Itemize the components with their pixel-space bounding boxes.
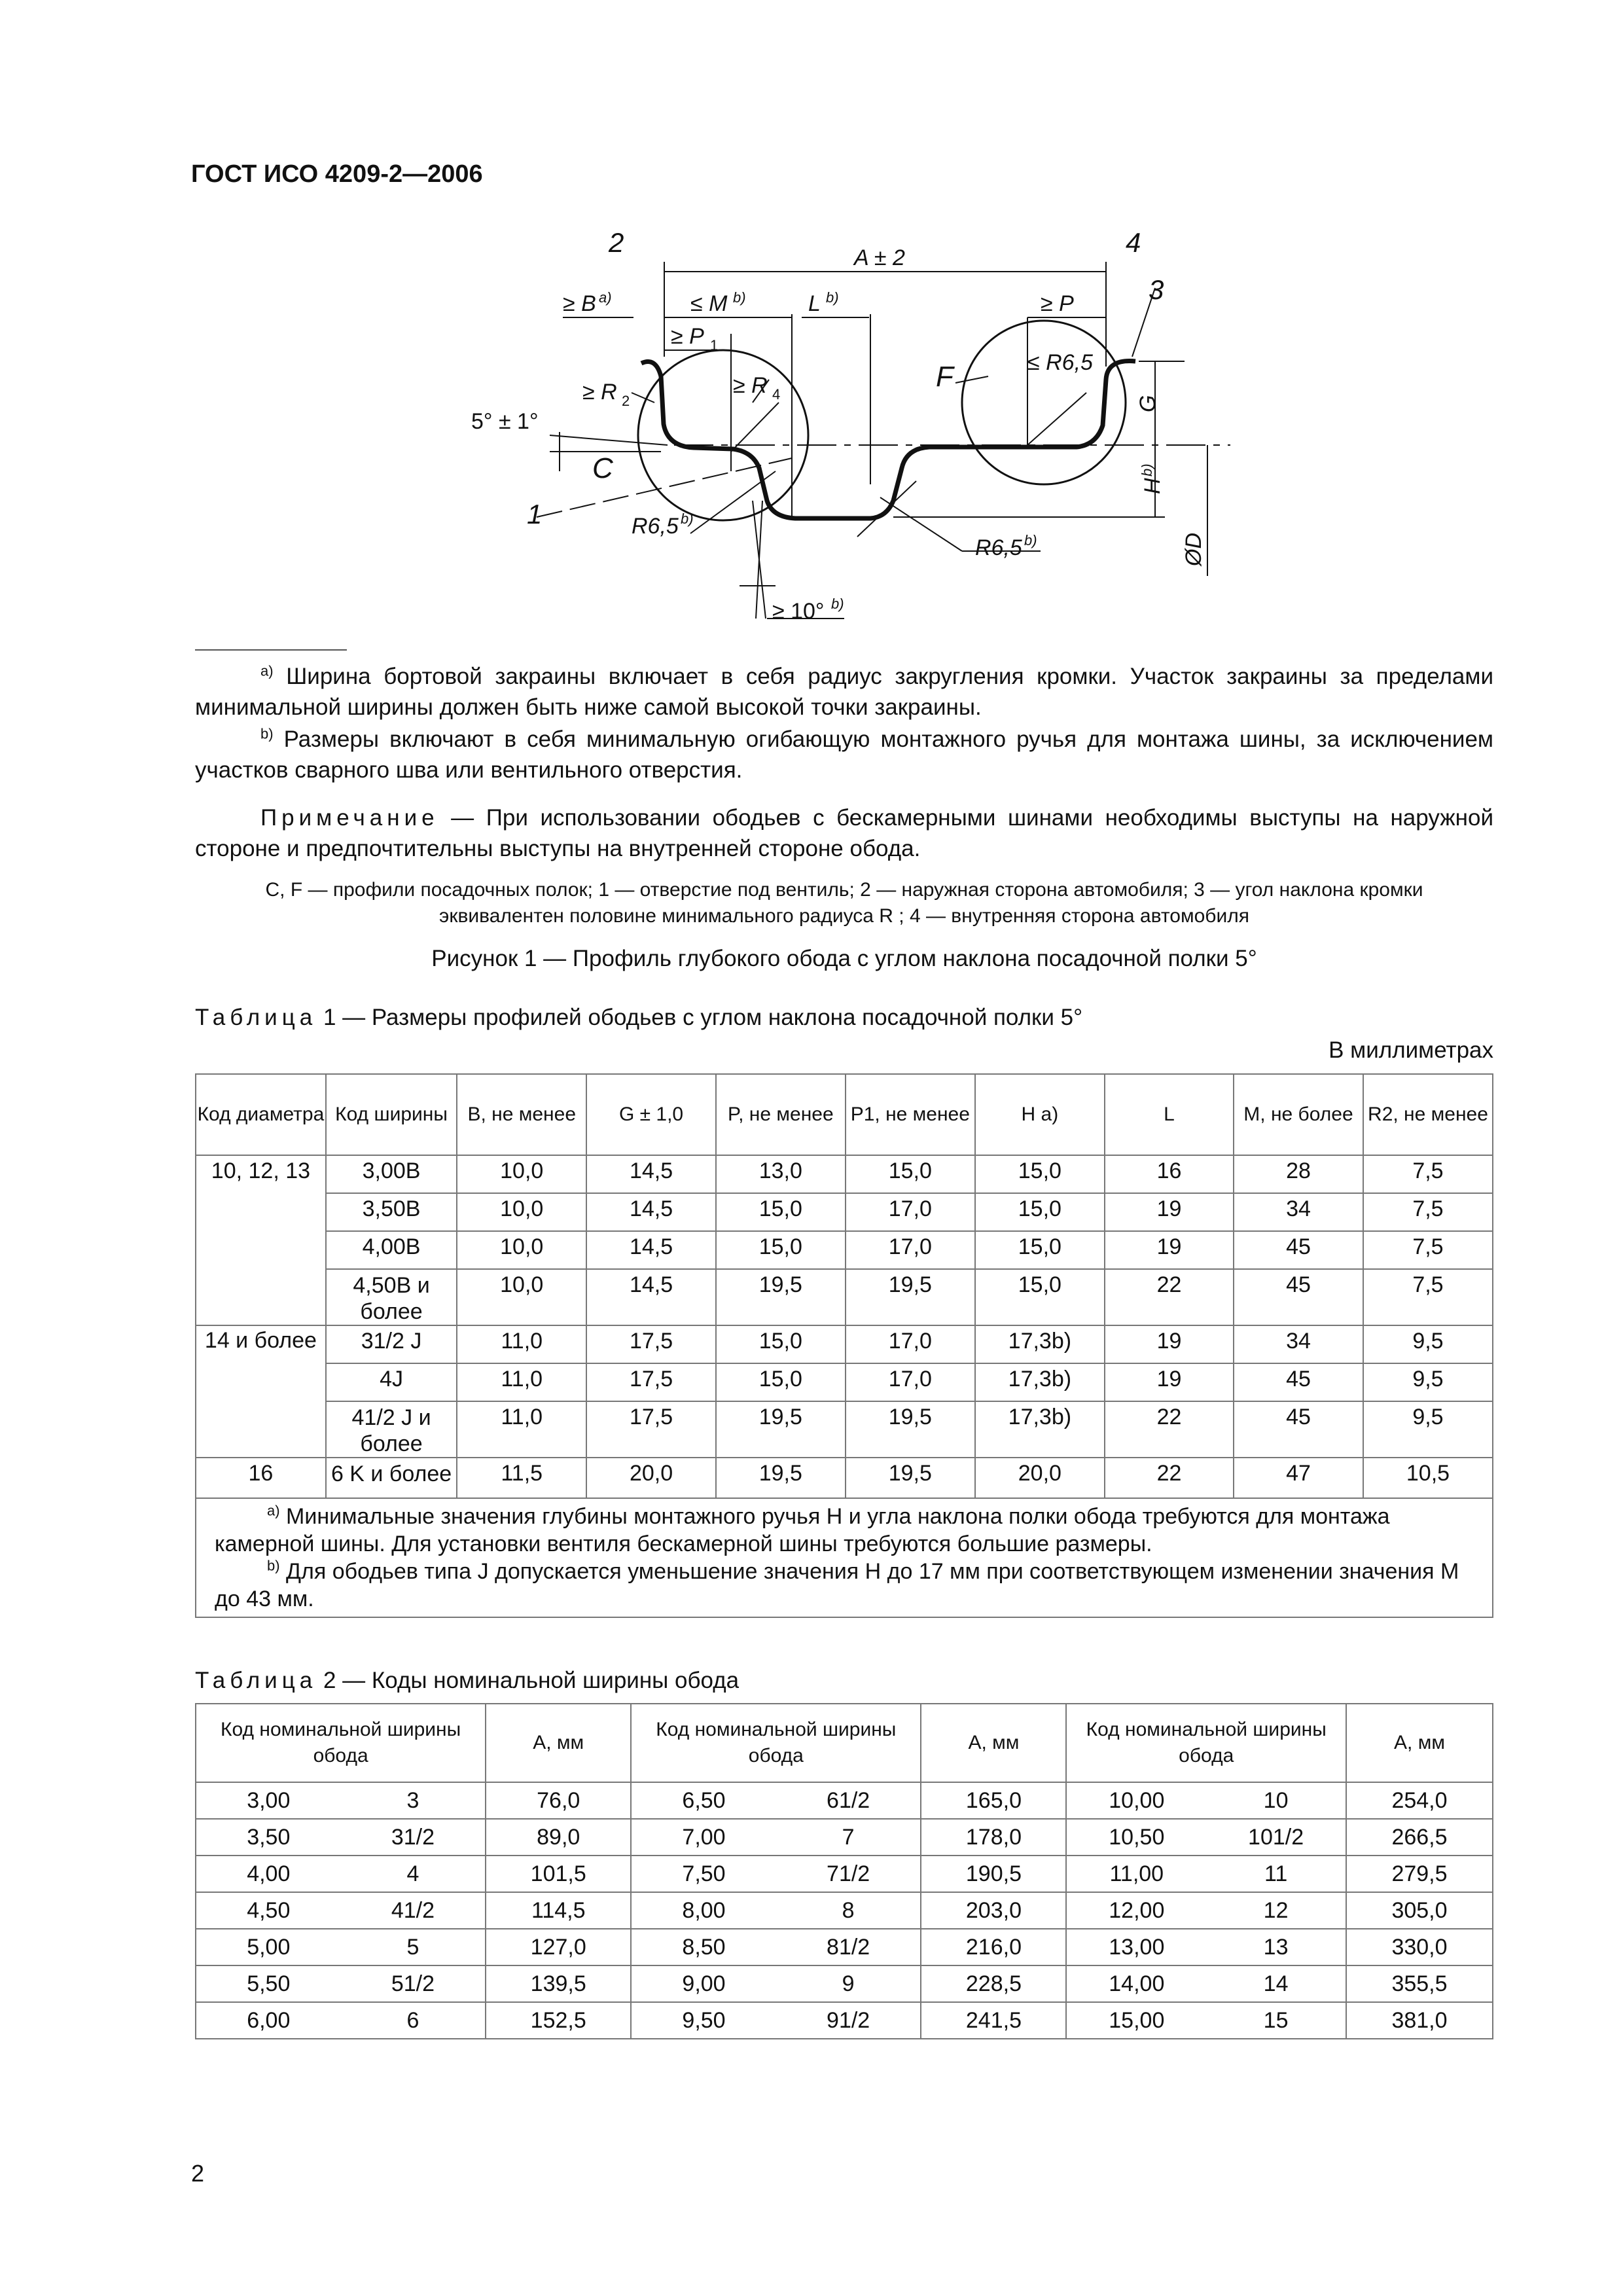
table-cell: 19,5 [716, 1458, 846, 1498]
fig-r65-right-sup: b) [1024, 532, 1037, 548]
table-cell: 22 [1105, 1269, 1234, 1325]
table1-note-b-text: Для ободьев типа J допускается уменьшение значения H до 17 мм при соответствующем изменении значения M до 43 мм. [215, 1559, 1459, 1611]
table-cell: 15,0 [716, 1193, 846, 1231]
table-cell: 7,5 [1363, 1231, 1493, 1269]
table-cell: 10,0 [457, 1269, 586, 1325]
table-cell: 3,00B [326, 1155, 457, 1193]
table2 [195, 1703, 1493, 2039]
table1-note-a-text: Минимальные значения глубины монтажного ручья H и угла наклона полки обода требуются для монтажа камерной шины. Для установки вентиля бескамерной шины требуются большие размеры. [215, 1504, 1390, 1556]
table2-caption [195, 1668, 739, 1694]
fig-angle-10-sup: b) [831, 596, 844, 612]
rim-profile-figure [0, 0, 1623, 655]
table-cell: 381,0 [1346, 2002, 1493, 2039]
table-cell: 47 [1234, 1458, 1363, 1498]
table-cell: 101,5 [486, 1856, 631, 1892]
table1-header-cell: M, не более [1234, 1074, 1363, 1155]
footnote-a-text: Ширина бортовой закраины включает в себя радиус закругления кромки. Участок закраины за пределами минимальной ширины должен быть ниже самой высокой точки закраины. [195, 664, 1493, 720]
table-row [196, 1856, 1493, 1892]
table-cell: 15,0 [716, 1363, 846, 1401]
table-cell: 3,00 [196, 1782, 341, 1819]
bead-seat-circle-c [638, 350, 808, 520]
table-cell: 22 [1105, 1401, 1234, 1458]
table-cell: 4,50B и более [326, 1269, 457, 1325]
table-cell: 101/2 [1206, 1819, 1346, 1856]
table-cell: 127,0 [486, 1929, 631, 1965]
fig-dim-m: ≤ M [690, 291, 728, 316]
table-cell: 5 [341, 1929, 486, 1965]
table-cell: 19 [1105, 1193, 1234, 1231]
table-cell: 15,0 [716, 1325, 846, 1363]
fig-dim-r2-sub: 2 [622, 393, 630, 409]
table-cell: 279,5 [1346, 1856, 1493, 1892]
table-cell: 19,5 [846, 1269, 975, 1325]
table-cell: 241,5 [921, 2002, 1066, 2039]
fig-dim-p: ≥ P [1041, 291, 1074, 316]
fig-dim-p1: ≥ P [671, 324, 704, 349]
table-cell: 76,0 [486, 1782, 631, 1819]
table-cell: 13 [1206, 1929, 1346, 1965]
footnote-b-text: Размеры включают в себя минимальную огибающую монтажного ручья для монтажа шины, за исключением участков сварного шва или вентильного отверстия. [195, 726, 1493, 783]
table-cell: 15,0 [716, 1231, 846, 1269]
table-cell: 41/2 J и более [326, 1401, 457, 1458]
table-cell-diameter: 14 и более [196, 1325, 326, 1458]
table-cell: 9,5 [1363, 1325, 1493, 1363]
table2-header-cell: A, мм [921, 1704, 1066, 1782]
table-cell: 9,5 [1363, 1363, 1493, 1401]
table-cell: 7,00 [631, 1819, 776, 1856]
table-cell: 178,0 [921, 1819, 1066, 1856]
table-row [196, 1458, 1493, 1498]
fig-r65-left-sup: b) [681, 511, 694, 527]
table-cell: 139,5 [486, 1965, 631, 2002]
table-cell: 17,5 [586, 1401, 716, 1458]
table-cell: 61/2 [776, 1782, 921, 1819]
footnote-b [195, 724, 1493, 785]
table-row [196, 1401, 1493, 1458]
table1-header-cell: L [1105, 1074, 1234, 1155]
table-row [196, 1155, 1493, 1193]
table-row [196, 1193, 1493, 1231]
table-cell: 20,0 [975, 1458, 1105, 1498]
table-cell: 15,0 [975, 1193, 1105, 1231]
table-cell-diameter: 10, 12, 13 [196, 1155, 326, 1325]
fig-dim-p1-sub: 1 [710, 337, 719, 353]
table-cell: 17,3b) [975, 1363, 1105, 1401]
table1-header-cell: P, не менее [716, 1074, 846, 1155]
table1-header-cell: H a) [975, 1074, 1105, 1155]
note-text: — При использовании ободьев с бескамерными шинами необходимы выступы на наружной стороне и предпочтительны выступы на внутренней стороне обода. [195, 805, 1493, 861]
table1-note-b-mark: b) [267, 1557, 280, 1574]
table-cell: 5,00 [196, 1929, 341, 1965]
table-row [196, 1892, 1493, 1929]
table1-note-a [215, 1503, 1482, 1558]
table-cell: 9,50 [631, 2002, 776, 2039]
table1-caption [195, 1005, 1082, 1031]
fig-dim-h: H [1140, 478, 1165, 494]
table-cell: 17,3b) [975, 1325, 1105, 1363]
table-row [196, 1231, 1493, 1269]
table-cell: 10,50 [1066, 1819, 1206, 1856]
fig-dim-b: ≥ B [563, 291, 596, 316]
table1-note-a-mark: a) [267, 1502, 280, 1519]
table-cell: 10 [1206, 1782, 1346, 1819]
table-cell: 19,5 [846, 1401, 975, 1458]
table-cell: 3,50 [196, 1819, 341, 1856]
table-cell: 17,0 [846, 1363, 975, 1401]
fig-angle-10: ≥ 10° [772, 599, 825, 624]
fig-dim-r2: ≥ R [582, 380, 617, 404]
table-cell: 41/2 [341, 1892, 486, 1929]
table-cell: 16 [1105, 1155, 1234, 1193]
table-cell: 91/2 [776, 2002, 921, 2039]
table-cell: 34 [1234, 1193, 1363, 1231]
table2-header-cell: Код номинальной ширины обода [1066, 1704, 1346, 1782]
table-cell: 6,00 [196, 2002, 341, 2039]
table-cell: 11,0 [457, 1401, 586, 1458]
table1-header-cell: B, не менее [457, 1074, 586, 1155]
table-cell: 216,0 [921, 1929, 1066, 1965]
table-cell: 4,00B [326, 1231, 457, 1269]
table1-header-cell: G ± 1,0 [586, 1074, 716, 1155]
table-cell: 13,0 [716, 1155, 846, 1193]
table-cell: 7,5 [1363, 1155, 1493, 1193]
table-cell: 3,50B [326, 1193, 457, 1231]
table-row [196, 1363, 1493, 1401]
table-cell: 17,0 [846, 1325, 975, 1363]
table-cell: 20,0 [586, 1458, 716, 1498]
table1-notes-row [196, 1498, 1493, 1617]
table-cell: 14,00 [1066, 1965, 1206, 2002]
table-cell: 11 [1206, 1856, 1346, 1892]
table-cell: 12 [1206, 1892, 1346, 1929]
table-cell: 14,5 [586, 1269, 716, 1325]
table-cell: 8,50 [631, 1929, 776, 1965]
table-cell: 228,5 [921, 1965, 1066, 2002]
table1-caption-label: Таблица [195, 1005, 317, 1030]
fig-r65-right: R6,5 [975, 535, 1022, 560]
table-cell: 266,5 [1346, 1819, 1493, 1856]
table-cell: 6 K и более [326, 1458, 457, 1498]
table-cell: 5,50 [196, 1965, 341, 2002]
fig-label-2: 2 [609, 227, 624, 258]
table-cell: 17,3b) [975, 1401, 1105, 1458]
table-cell: 12,00 [1066, 1892, 1206, 1929]
table-cell: 14,5 [586, 1193, 716, 1231]
fig-dim-l-sup: b) [826, 289, 839, 306]
table-row [196, 2002, 1493, 2039]
table-cell: 9 [776, 1965, 921, 2002]
table-row [196, 1929, 1493, 1965]
table-cell: 15 [1206, 2002, 1346, 2039]
table-cell: 7,5 [1363, 1193, 1493, 1231]
table-cell: 19,5 [846, 1458, 975, 1498]
fig-dim-b-sup: a) [599, 289, 612, 306]
table-cell: 19,5 [716, 1269, 846, 1325]
document-header: ГОСТ ИСО 4209-2—2006 [191, 160, 483, 188]
fig-dim-h-sup: b) [1139, 463, 1155, 476]
table-cell: 4 [341, 1856, 486, 1892]
table1 [195, 1073, 1493, 1618]
table-cell: 7 [776, 1819, 921, 1856]
table-cell: 8 [776, 1892, 921, 1929]
table-cell: 19 [1105, 1363, 1234, 1401]
table2-caption-label: Таблица [195, 1668, 317, 1693]
fig-label-3: 3 [1149, 274, 1164, 305]
table-cell: 9,00 [631, 1965, 776, 2002]
footnote-a-mark: a) [260, 662, 274, 679]
table2-header-cell: Код номинальной ширины обода [196, 1704, 486, 1782]
table-cell: 19,5 [716, 1401, 846, 1458]
table1-notes [196, 1498, 1493, 1617]
table-row [196, 1819, 1493, 1856]
table-cell: 11,0 [457, 1363, 586, 1401]
table-cell: 305,0 [1346, 1892, 1493, 1929]
table-cell: 15,0 [975, 1269, 1105, 1325]
table-cell: 13,00 [1066, 1929, 1206, 1965]
table1-header-cell: R2, не менее [1363, 1074, 1493, 1155]
table-cell: 10,0 [457, 1155, 586, 1193]
table1-units: В миллиметрах [1329, 1037, 1493, 1063]
fig-dim-r4-sub: 4 [772, 386, 781, 403]
table-cell: 31/2 [341, 1819, 486, 1856]
table-cell: 355,5 [1346, 1965, 1493, 2002]
table-cell: 15,00 [1066, 2002, 1206, 2039]
fig-dim-g: G [1135, 395, 1160, 412]
bead-seat-circle-f [962, 321, 1126, 484]
table-cell: 34 [1234, 1325, 1363, 1363]
fig-label-c: C [592, 452, 613, 484]
table1-caption-text: 1 — Размеры профилей ободьев с углом наклона посадочной полки 5° [317, 1005, 1083, 1030]
table-cell: 15,0 [846, 1155, 975, 1193]
table-cell: 51/2 [341, 1965, 486, 2002]
table-cell: 9,5 [1363, 1401, 1493, 1458]
fig-label-1: 1 [527, 499, 543, 529]
table-row [196, 1965, 1493, 2002]
table-cell: 71/2 [776, 1856, 921, 1892]
table-cell: 28 [1234, 1155, 1363, 1193]
table-cell: 14,5 [586, 1231, 716, 1269]
figure-legend-line1: C, F — профили посадочных полок; 1 — отверстие под вентиль; 2 — наружная сторона автомобиля; 3 — угол наклона кромки [265, 879, 1423, 901]
table-cell: 22 [1105, 1458, 1234, 1498]
table-cell: 14,5 [586, 1155, 716, 1193]
table-cell: 152,5 [486, 2002, 631, 2039]
rim-profile-outline [641, 361, 1135, 518]
footnote-separator [195, 649, 347, 651]
table-cell: 11,5 [457, 1458, 586, 1498]
table-cell: 45 [1234, 1401, 1363, 1458]
table-cell: 15,0 [975, 1231, 1105, 1269]
table-cell: 10,5 [1363, 1458, 1493, 1498]
table-cell: 7,5 [1363, 1269, 1493, 1325]
fig-label-4: 4 [1126, 227, 1141, 258]
table-cell: 11,00 [1066, 1856, 1206, 1892]
table-cell: 190,5 [921, 1856, 1066, 1892]
table-cell: 19 [1105, 1231, 1234, 1269]
table-cell: 4,50 [196, 1892, 341, 1929]
table-cell: 89,0 [486, 1819, 631, 1856]
fig-dim-l: L [808, 291, 821, 316]
table-cell: 10,0 [457, 1193, 586, 1231]
table2-header-cell: A, мм [486, 1704, 631, 1782]
table1-header-cell: Код ширины [326, 1074, 457, 1155]
table2-header-cell: Код номинальной ширины обода [631, 1704, 921, 1782]
fig-dim-d: ØD [1181, 533, 1206, 566]
fig-angle-5: 5° ± 1° [471, 409, 539, 434]
table-cell: 254,0 [1346, 1782, 1493, 1819]
table-cell: 10,00 [1066, 1782, 1206, 1819]
table-cell: 7,50 [631, 1856, 776, 1892]
table-cell: 114,5 [486, 1892, 631, 1929]
table-row [196, 1325, 1493, 1363]
table-cell: 330,0 [1346, 1929, 1493, 1965]
page-number: 2 [191, 2160, 205, 2187]
fig-label-f: F [936, 361, 954, 393]
table-cell: 11,0 [457, 1325, 586, 1363]
table-cell: 15,0 [975, 1155, 1105, 1193]
table2-caption-text: 2 — Коды номинальной ширины обода [317, 1668, 740, 1693]
table-cell: 6 [341, 2002, 486, 2039]
table-cell: 17,5 [586, 1325, 716, 1363]
table-cell-diameter: 16 [196, 1458, 326, 1498]
footnote-b-mark: b) [260, 725, 274, 742]
table-row [196, 1782, 1493, 1819]
figure-legend-line2: эквивалентен половине минимального радиуса R ; 4 — внутренняя сторона автомобиля [439, 905, 1249, 927]
table-cell: 31/2 J [326, 1325, 457, 1363]
figure-caption: Рисунок 1 — Профиль глубокого обода с углом наклона посадочной полки 5° [431, 946, 1257, 971]
table-cell: 14 [1206, 1965, 1346, 2002]
fig-dim-r4: ≥ R [733, 373, 768, 398]
fig-dim-m-sup: b) [733, 289, 746, 306]
table-cell: 4J [326, 1363, 457, 1401]
table-row [196, 1269, 1493, 1325]
table-cell: 81/2 [776, 1929, 921, 1965]
table-cell: 8,00 [631, 1892, 776, 1929]
table-cell: 17,5 [586, 1363, 716, 1401]
table-cell: 45 [1234, 1363, 1363, 1401]
table-cell: 4,00 [196, 1856, 341, 1892]
table-cell: 203,0 [921, 1892, 1066, 1929]
table-cell: 165,0 [921, 1782, 1066, 1819]
table1-header-row [196, 1074, 1493, 1155]
table-cell: 10,0 [457, 1231, 586, 1269]
table1-note-b [215, 1558, 1482, 1613]
table2-header-cell: A, мм [1346, 1704, 1493, 1782]
table-cell: 45 [1234, 1231, 1363, 1269]
table-cell: 45 [1234, 1269, 1363, 1325]
table1-header-cell: P1, не менее [846, 1074, 975, 1155]
fig-r65-left: R6,5 [632, 514, 679, 539]
table-cell: 6,50 [631, 1782, 776, 1819]
table-cell: 17,0 [846, 1231, 975, 1269]
fig-dim-r65-top: ≤ R6,5 [1027, 350, 1093, 375]
table-cell: 19 [1105, 1325, 1234, 1363]
figure-note [195, 802, 1493, 864]
footnote-a [195, 661, 1493, 723]
table-cell: 17,0 [846, 1193, 975, 1231]
table2-header-row [196, 1704, 1493, 1782]
table-cell: 3 [341, 1782, 486, 1819]
note-label: Примечание [260, 805, 439, 831]
fig-dim-a: A ± 2 [854, 245, 905, 270]
table1-header-cell: Код диаметра [196, 1074, 326, 1155]
